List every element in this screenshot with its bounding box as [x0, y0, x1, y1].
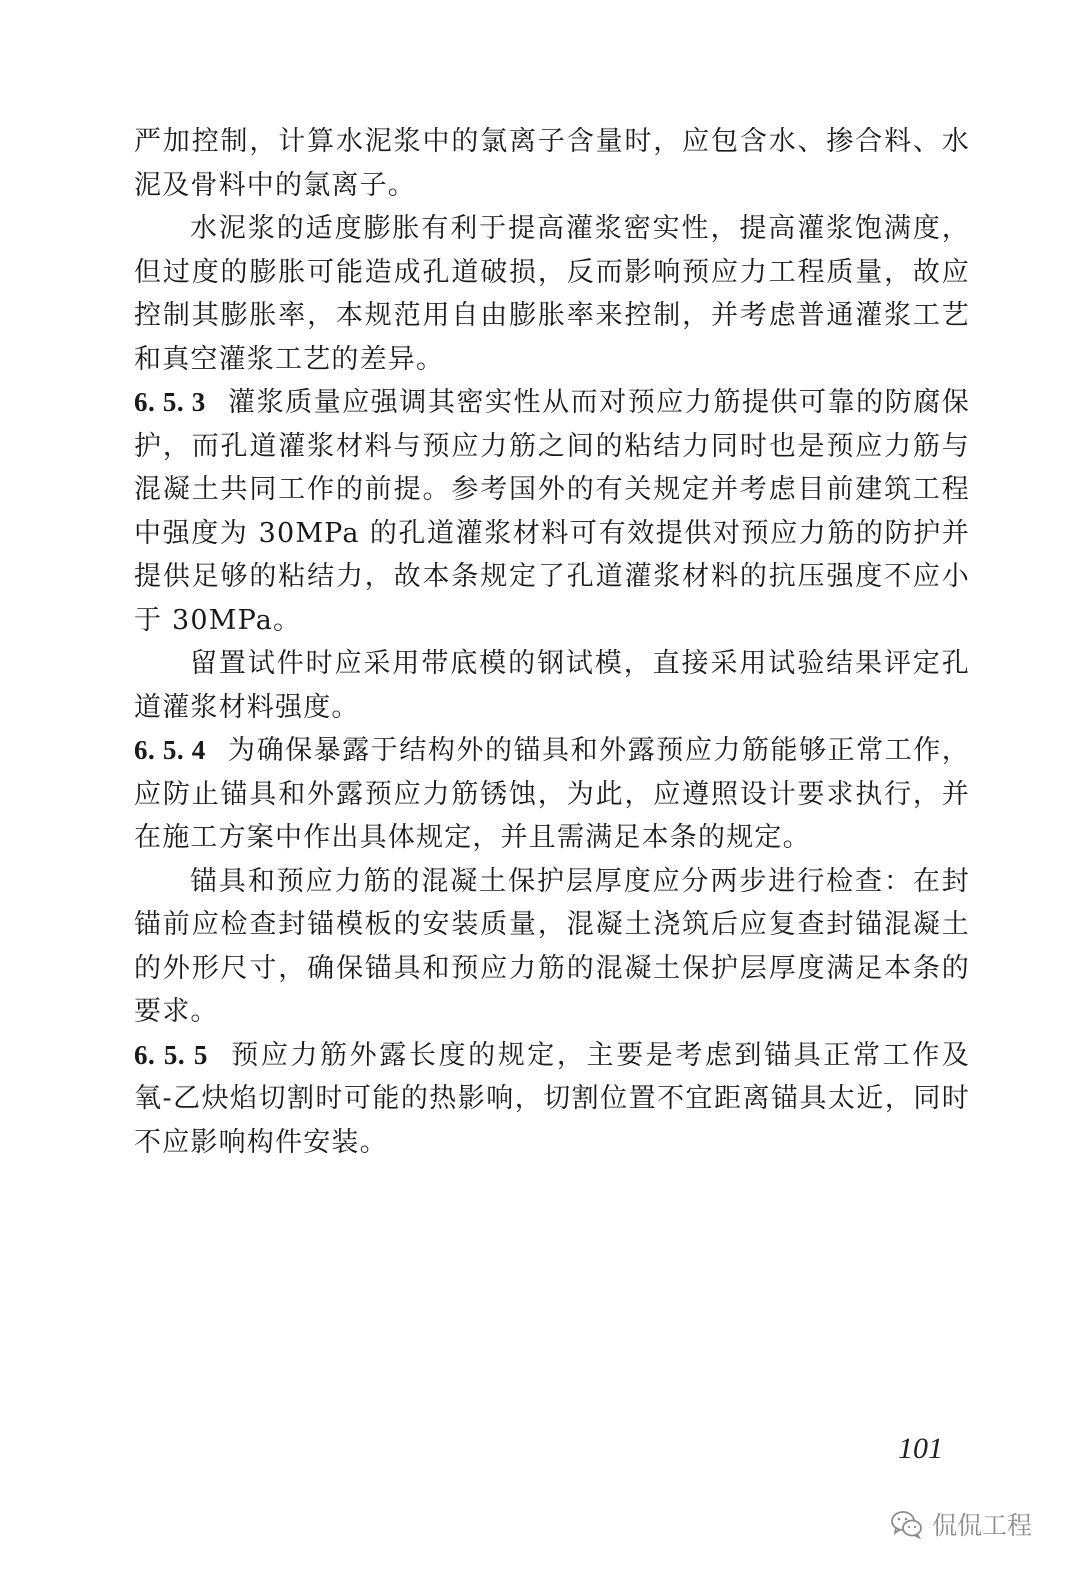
watermark	[890, 1506, 1032, 1542]
clause-number: 6. 5. 4	[134, 735, 206, 765]
paragraph-text: 水泥浆的适度膨胀有利于提高灌浆密实性，提高灌浆饱满度，但过度的膨胀可能造成孔道破损，反而影响预应力工程质量，故应控制其膨胀率，本规范用自由膨胀率来控制，并考虑普通灌浆工艺和真空灌浆工艺的差异。	[134, 213, 970, 375]
paragraph-text: 留置试件时应采用带底模的钢试模，直接采用试验结果评定孔道灌浆材料强度。	[134, 648, 970, 723]
clause-6-5-3	[134, 381, 970, 642]
paragraph-text: 灌浆质量应强调其密实性从而对预应力筋提供可靠的防腐保护，而孔道灌浆材料与预应力筋之间的粘结力同时也是预应力筋与混凝土共同工作的前提。参考国外的有关规定并考虑目前建筑工程中强度为 30MPa 的孔道灌浆材料可有效提供对预应力筋的防护并提供足够的粘结力，故本条规定了孔道灌浆材料的抗压强度不应小于 30MPa。	[134, 387, 970, 636]
body-text	[134, 120, 970, 1164]
clause-number: 6. 5. 3	[134, 387, 206, 417]
clause-number: 6. 5. 5	[134, 1039, 208, 1070]
paragraph-test-specimen	[134, 642, 970, 729]
wechat-icon	[890, 1509, 924, 1539]
paragraph-chloride-control	[134, 120, 970, 207]
paragraph-cover-thickness	[134, 860, 970, 1034]
watermark-label: 侃侃工程	[932, 1511, 1033, 1540]
paragraph-expansion	[134, 207, 970, 381]
paragraph-text: 预应力筋外露长度的规定，主要是考虑到锚具正常工作及氧-乙炔焰切割时可能的热影响，切割位置不宜距离锚具太近，同时不应影响构件安装。	[134, 1039, 971, 1158]
clause-6-5-4	[134, 729, 970, 860]
clause-6-5-5	[134, 1034, 970, 1165]
paragraph-text: 严加控制，计算水泥浆中的氯离子含量时，应包含水、掺合料、水泥及骨料中的氯离子。	[134, 126, 970, 201]
paragraph-text: 锚具和预应力筋的混凝土保护层厚度应分两步进行检查：在封锚前应检查封锚模板的安装质量，混凝土浇筑后应复查封锚混凝土的外形尺寸，确保锚具和预应力筋的混凝土保护层厚度满足本条的要求。	[134, 865, 970, 1027]
page-number: 101	[898, 1432, 943, 1465]
paragraph-text: 为确保暴露于结构外的锚具和外露预应力筋能够正常工作，应防止锚具和外露预应力筋锈蚀，为此，应遵照设计要求执行，并在施工方案中作出具体规定，并且需满足本条的规定。	[134, 735, 970, 853]
